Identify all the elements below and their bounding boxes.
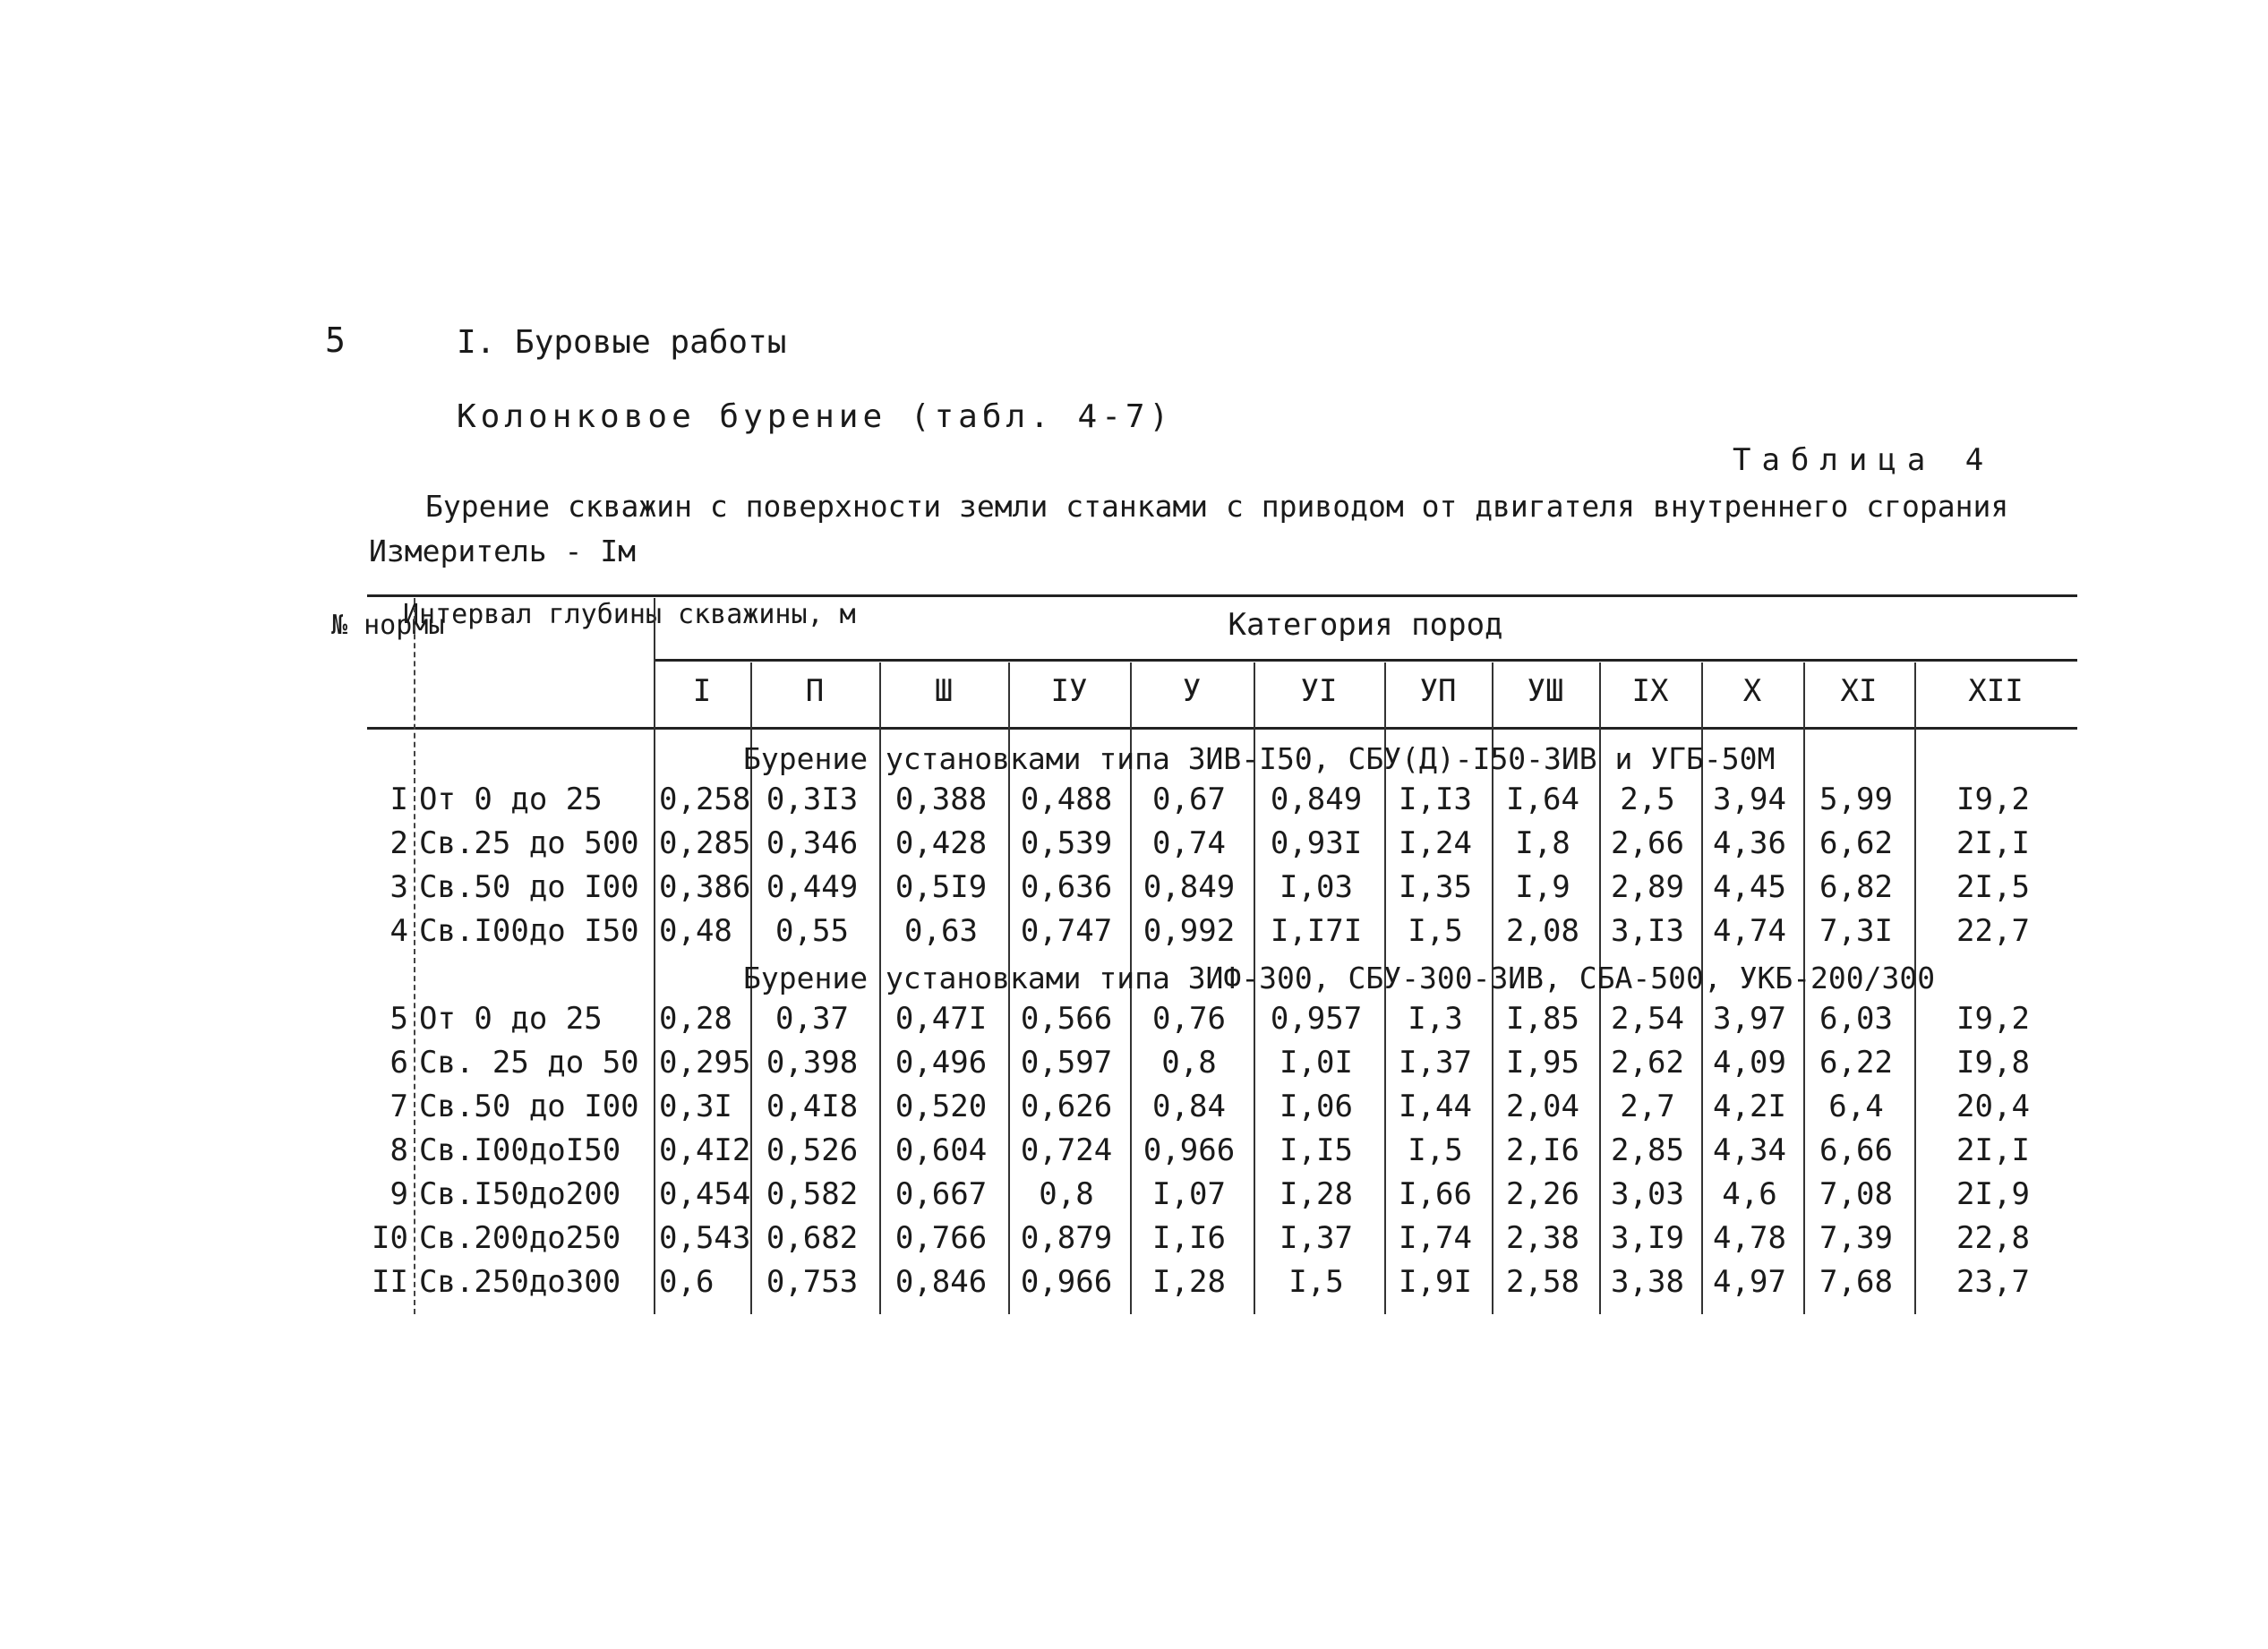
group-heading: Бурение установками типа ЗИВ-I50, СБУ(Д)-I50-ЗИВ и УГБ-50М bbox=[743, 741, 1776, 776]
table-cell: 3,I3 bbox=[1611, 913, 1684, 949]
table-cell: 0,48 bbox=[659, 913, 732, 949]
table-cell: 0,67 bbox=[1152, 782, 1226, 817]
table-cell: 0,636 bbox=[1020, 869, 1113, 905]
table-cell: 0,258 bbox=[659, 782, 751, 817]
category-header: П bbox=[805, 673, 825, 709]
table-cell: 0,3I3 bbox=[766, 782, 859, 817]
table-cell: I,66 bbox=[1399, 1176, 1472, 1212]
table-cell: 2I,I bbox=[1956, 1132, 2030, 1168]
table-caption: Бурение скважин с поверхности земли станками с приводом от двигателя внутреннего сгорания bbox=[425, 489, 2009, 524]
norm-number: II bbox=[372, 1264, 408, 1300]
table-cell: 2,5 bbox=[1620, 782, 1675, 817]
table-cell: 6,4 bbox=[1828, 1089, 1884, 1124]
table-cell: 0,582 bbox=[766, 1176, 859, 1212]
table-cell: I,3 bbox=[1408, 1001, 1463, 1037]
table-top-rule bbox=[367, 594, 2077, 597]
category-header: УI bbox=[1300, 673, 1338, 709]
depth-interval: Св.25 до 500 bbox=[419, 825, 639, 861]
table-cell: I9,8 bbox=[1956, 1045, 2030, 1081]
norms-table bbox=[331, 594, 2077, 1314]
table-cell: 2,58 bbox=[1506, 1264, 1579, 1300]
norm-number: 4 bbox=[389, 913, 408, 949]
table-cell: 6,82 bbox=[1819, 869, 1893, 905]
table-cell: 2,04 bbox=[1506, 1089, 1579, 1124]
norm-number: 9 bbox=[389, 1176, 408, 1212]
table-cell: 0,966 bbox=[1020, 1264, 1113, 1300]
header-interval: Интервал глубины скважины, м bbox=[403, 599, 856, 630]
table-cell: 2I,5 bbox=[1956, 869, 2030, 905]
table-cell: I,06 bbox=[1279, 1089, 1353, 1124]
table-cell: 0,597 bbox=[1020, 1045, 1113, 1081]
category-header: IУ bbox=[1050, 673, 1088, 709]
table-cell: I,8 bbox=[1515, 825, 1570, 861]
table-cell: 20,4 bbox=[1956, 1089, 2030, 1124]
category-header: УП bbox=[1419, 673, 1457, 709]
table-cell: 0,879 bbox=[1020, 1220, 1113, 1256]
category-header: XII bbox=[1968, 673, 2024, 709]
table-cell: 0,398 bbox=[766, 1045, 859, 1081]
table-cell: 0,604 bbox=[894, 1132, 988, 1168]
table-cell: 3,I9 bbox=[1611, 1220, 1684, 1256]
table-cell: 2,62 bbox=[1611, 1045, 1684, 1081]
norm-number: I0 bbox=[372, 1220, 408, 1256]
table-cell: 0,4I2 bbox=[659, 1132, 751, 1168]
depth-interval: Св.50 до I00 bbox=[419, 1089, 639, 1124]
table-cell: 0,449 bbox=[766, 869, 859, 905]
category-header: XI bbox=[1840, 673, 1878, 709]
table-cell: 4,78 bbox=[1713, 1220, 1786, 1256]
table-cell: 0,6 bbox=[659, 1264, 715, 1300]
table-cell: 2,89 bbox=[1611, 869, 1684, 905]
table-cell: I,44 bbox=[1399, 1089, 1472, 1124]
norm-number: 3 bbox=[389, 869, 408, 905]
table-cell: 4,6 bbox=[1722, 1176, 1777, 1212]
depth-interval: От 0 до 25 bbox=[419, 1001, 603, 1037]
table-cell: 7,08 bbox=[1819, 1176, 1893, 1212]
depth-interval: Св.I00доI50 bbox=[419, 1132, 621, 1168]
table-cell: 2I,9 bbox=[1956, 1176, 2030, 1212]
table-cell: 22,7 bbox=[1956, 913, 2030, 949]
section-title: I. Буровые работы bbox=[457, 324, 787, 361]
table-cell: I,28 bbox=[1279, 1176, 1353, 1212]
table-cell: 23,7 bbox=[1956, 1264, 2030, 1300]
table-cell: 0,63 bbox=[904, 913, 978, 949]
table-cell: 2,38 bbox=[1506, 1220, 1579, 1256]
table-cell: 0,47I bbox=[894, 1001, 988, 1037]
table-cell: I,I6 bbox=[1152, 1220, 1226, 1256]
table-cell: 4,45 bbox=[1713, 869, 1786, 905]
table-cell: 0,724 bbox=[1020, 1132, 1113, 1168]
table-cell: 0,454 bbox=[659, 1176, 751, 1212]
table-cell: 3,94 bbox=[1713, 782, 1786, 817]
table-cell: 2,I6 bbox=[1506, 1132, 1579, 1168]
table-cell: I,I3 bbox=[1399, 782, 1472, 817]
depth-interval: Св.I00до I50 bbox=[419, 913, 639, 949]
table-cell: 2,54 bbox=[1611, 1001, 1684, 1037]
table-cell: 6,66 bbox=[1819, 1132, 1893, 1168]
header-norm-number: № нормы bbox=[331, 610, 445, 641]
category-header: I bbox=[692, 673, 712, 709]
page-number: 5 bbox=[325, 320, 346, 360]
header-rock-category: Категория пород bbox=[1228, 607, 1503, 643]
table-cell: I,64 bbox=[1506, 782, 1579, 817]
interval-column-divider bbox=[654, 598, 655, 1314]
table-cell: I,24 bbox=[1399, 825, 1472, 861]
table-cell: 0,76 bbox=[1152, 1001, 1226, 1037]
table-cell: 0,93I bbox=[1270, 825, 1363, 861]
table-cell: 0,28 bbox=[659, 1001, 732, 1037]
table-cell: 0,849 bbox=[1270, 782, 1363, 817]
subsection-title: Колонковое бурение (табл. 4-7) bbox=[457, 398, 1174, 435]
table-cell: I,07 bbox=[1152, 1176, 1226, 1212]
table-cell: I,74 bbox=[1399, 1220, 1472, 1256]
table-cell: 0,386 bbox=[659, 869, 751, 905]
table-cell: 0,766 bbox=[894, 1220, 988, 1256]
table-cell: 0,846 bbox=[894, 1264, 988, 1300]
table-cell: 0,539 bbox=[1020, 825, 1113, 861]
table-cell: I,85 bbox=[1506, 1001, 1579, 1037]
table-cell: 2,08 bbox=[1506, 913, 1579, 949]
norm-number: 2 bbox=[389, 825, 408, 861]
table-cell: 2I,I bbox=[1956, 825, 2030, 861]
table-cell: I,9 bbox=[1515, 869, 1570, 905]
header-bottom-rule bbox=[367, 727, 2077, 730]
table-cell: 7,68 bbox=[1819, 1264, 1893, 1300]
category-rule bbox=[654, 659, 2077, 662]
table-cell: I,5 bbox=[1408, 913, 1463, 949]
table-cell: I,95 bbox=[1506, 1045, 1579, 1081]
table-cell: 0,3I bbox=[659, 1089, 732, 1124]
table-cell: 6,03 bbox=[1819, 1001, 1893, 1037]
table-cell: 0,488 bbox=[1020, 782, 1113, 817]
table-cell: 2,85 bbox=[1611, 1132, 1684, 1168]
table-label: Таблица 4 bbox=[1733, 442, 1995, 478]
norm-number: 5 bbox=[389, 1001, 408, 1037]
depth-interval: Св.200до250 bbox=[419, 1220, 621, 1256]
category-header: X bbox=[1742, 673, 1762, 709]
table-cell: I9,2 bbox=[1956, 1001, 2030, 1037]
table-cell: 0,428 bbox=[894, 825, 988, 861]
table-cell: 5,99 bbox=[1819, 782, 1893, 817]
table-cell: 7,39 bbox=[1819, 1220, 1893, 1256]
table-cell: I,0I bbox=[1279, 1045, 1353, 1081]
table-cell: I,03 bbox=[1279, 869, 1353, 905]
table-cell: I,37 bbox=[1399, 1045, 1472, 1081]
table-cell: 0,496 bbox=[894, 1045, 988, 1081]
table-cell: 2,7 bbox=[1620, 1089, 1675, 1124]
table-cell: 0,8 bbox=[1161, 1045, 1217, 1081]
table-cell: 0,285 bbox=[659, 825, 751, 861]
norm-number: I bbox=[389, 782, 408, 817]
table-cell: 0,566 bbox=[1020, 1001, 1113, 1037]
table-cell: I,I5 bbox=[1279, 1132, 1353, 1168]
table-cell: 2,66 bbox=[1611, 825, 1684, 861]
table-cell: 0,966 bbox=[1143, 1132, 1236, 1168]
table-cell: 0,957 bbox=[1270, 1001, 1363, 1037]
table-cell: 0,74 bbox=[1152, 825, 1226, 861]
norm-number: 6 bbox=[389, 1045, 408, 1081]
table-cell: 0,543 bbox=[659, 1220, 751, 1256]
norm-number: 8 bbox=[389, 1132, 408, 1168]
table-cell: 4,74 bbox=[1713, 913, 1786, 949]
table-cell: 4,2I bbox=[1713, 1089, 1786, 1124]
table-cell: 0,626 bbox=[1020, 1089, 1113, 1124]
table-cell: 4,97 bbox=[1713, 1264, 1786, 1300]
table-cell: 0,388 bbox=[894, 782, 988, 817]
table-cell: 0,992 bbox=[1143, 913, 1236, 949]
norm-column-divider bbox=[414, 598, 415, 1314]
table-cell: 22,8 bbox=[1956, 1220, 2030, 1256]
table-cell: 0,667 bbox=[894, 1176, 988, 1212]
table-cell: I,28 bbox=[1152, 1264, 1226, 1300]
table-cell: 0,84 bbox=[1152, 1089, 1226, 1124]
table-cell: 0,37 bbox=[775, 1001, 849, 1037]
table-cell: 4,09 bbox=[1713, 1045, 1786, 1081]
table-cell: 6,62 bbox=[1819, 825, 1893, 861]
table-cell: 0,346 bbox=[766, 825, 859, 861]
depth-interval: Св.50 до I00 bbox=[419, 869, 639, 905]
table-cell: 0,849 bbox=[1143, 869, 1236, 905]
depth-interval: Св. 25 до 50 bbox=[419, 1045, 639, 1081]
table-cell: I,5 bbox=[1408, 1132, 1463, 1168]
group-heading: Бурение установками типа ЗИФ-300, СБУ-300-ЗИВ, СБА-500, УКБ-200/300 bbox=[743, 961, 1936, 995]
table-cell: I,9I bbox=[1399, 1264, 1472, 1300]
table-cell: I,37 bbox=[1279, 1220, 1353, 1256]
table-cell: 0,526 bbox=[766, 1132, 859, 1168]
depth-interval: От 0 до 25 bbox=[419, 782, 603, 817]
table-cell: 4,36 bbox=[1713, 825, 1786, 861]
table-cell: 0,682 bbox=[766, 1220, 859, 1256]
table-cell: 6,22 bbox=[1819, 1045, 1893, 1081]
table-cell: I,35 bbox=[1399, 869, 1472, 905]
category-header: УШ bbox=[1527, 673, 1564, 709]
unit-label: Измеритель - Iм bbox=[369, 534, 637, 568]
table-cell: I9,2 bbox=[1956, 782, 2030, 817]
table-cell: 0,520 bbox=[894, 1089, 988, 1124]
table-cell: 7,3I bbox=[1819, 913, 1893, 949]
table-cell: 0,747 bbox=[1020, 913, 1113, 949]
table-cell: 3,03 bbox=[1611, 1176, 1684, 1212]
table-cell: 0,5I9 bbox=[894, 869, 988, 905]
depth-interval: Св.I50до200 bbox=[419, 1176, 621, 1212]
category-header: У bbox=[1182, 673, 1202, 709]
category-header: Ш bbox=[934, 673, 954, 709]
table-cell: 0,295 bbox=[659, 1045, 751, 1081]
table-cell: 0,4I8 bbox=[766, 1089, 859, 1124]
table-cell: I,I7I bbox=[1270, 913, 1363, 949]
table-cell: 0,55 bbox=[775, 913, 849, 949]
category-header: IX bbox=[1631, 673, 1669, 709]
table-cell: 0,8 bbox=[1039, 1176, 1094, 1212]
table-cell: 2,26 bbox=[1506, 1176, 1579, 1212]
depth-interval: Св.250до300 bbox=[419, 1264, 621, 1300]
table-cell: 3,97 bbox=[1713, 1001, 1786, 1037]
table-cell: 3,38 bbox=[1611, 1264, 1684, 1300]
norm-number: 7 bbox=[389, 1089, 408, 1124]
table-cell: 4,34 bbox=[1713, 1132, 1786, 1168]
table-cell: I,5 bbox=[1288, 1264, 1344, 1300]
table-cell: 0,753 bbox=[766, 1264, 859, 1300]
